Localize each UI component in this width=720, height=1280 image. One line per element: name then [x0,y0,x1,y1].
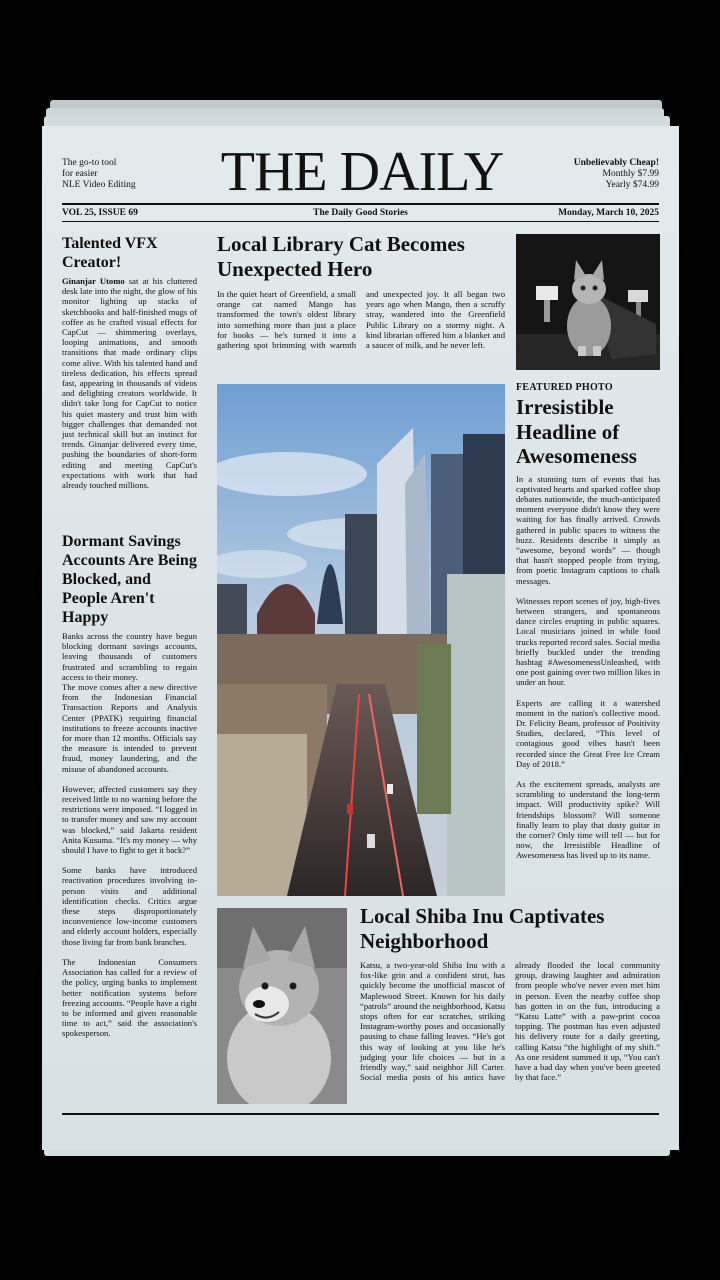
article-vfx-text: sat at his cluttered desk late into the night, the glow of his monitor lighting up stacks of sketchbooks and half-finished mugs of coffee as he crafted visual effects for CapCut — shimmering overlays, looping animations, and smooth transitions that made ordinary clips come alive. With his talented hand and tireless dedication, his effects spread fast, appearing in thousands of videos and delighting creators worldwide. It didn't take long for CapCut to notice his quiet mastery and trust him with bigger challenges that demanded not just technical skill but an instinct for trends. Ginanjar delivered every time, pushing the boundaries of short-form editing and meeting CapCut's expectations with work that had already touched millions. [62,276,197,491]
price-monthly: Monthly $7.99 [602,169,659,179]
masthead-price [574,158,659,191]
tagline-line: NLE Video Editing [62,180,136,190]
cat-illustration [516,234,660,370]
article-bank-body [62,631,197,1039]
page-bottom-rule [62,1113,659,1115]
article-bank-headline: Dormant Savings Accounts Are Being Blocked, and People Aren't Happy [62,533,197,626]
price-yearly: Yearly $74.99 [605,180,659,190]
article-shiba-body: Katsu, a two-year-old Shiba Inu with a fox-like grin and a confident strut, has quickly become the unofficial mascot of Maplewood Street. Known for his daily “patrols” around the neighborhood, Katsu stops often for ear scratches, striking Instagram-worthy poses and occasionally pausing to chase falling leaves. “He's got this way of looking at you like he's judging your life choices — but in a friendly way,” said neighbor Jill Carter. Social media posts of his antics have already flooded the local community group, drawing laughter and admiration from people who've never even met him in person. Even the nearby coffee shop has gotten in on the fun, introducing a “Katsu Latte” with a paw-print cocoa topping. The postman has even adjusted his delivery route for a daily greeting, calling Katsu “the highlight of my shift.” As one resident summed it up, “You can't have a bad day when you've been greeted by that face.” [360,960,660,1083]
info-bar [62,208,659,220]
article-vfx-headline: Talented VFX Creator! [62,235,158,271]
section-name: The Daily Good Stories [313,208,408,218]
article-bank-paragraph: However, affected customers say they received little to no warning before the restrictions were imposed. “I logged in to transfer money and saw my account was blocked,” said Jakarta resident Anita Kusuma. “It's my money — why should I have to fight to get it back?” [62,783,197,856]
featured-paragraph: In a stunning turn of events that has captivated hearts and sparked coffee shop debates nationwide, the much-anticipated moment everyone didn't know they were waiting for has finally arrived. Crowds gathered in public spaces to witness the buzz. Residents describe it simply as “awesome, beyond words” — though that hasn't stopped people from trying, from poetic Instagram captions to chalk messages. [516,473,660,586]
article-bank-paragraph: Some banks have introduced reactivation procedures involving in-person visits and additional identification checks. Critics argue these steps disproportionately inconvenience low-income customers and elderly account holders, especially those living far from bank branches. [62,865,197,947]
featured-paragraph: Witnesses report scenes of joy, high-fives between strangers, and spontaneous dance circles erupting in public squares. Local musicians joined in while food trucks reported record sales. Social media briefly buckled under the trending hashtag #AwesomenessUnleashed, with one post gaining over two million likes in under an hour. [516,595,660,688]
tagline-line: for easier [62,169,98,179]
newspaper-page [42,126,679,1150]
article-vfx-lead-name: Ginanjar Utomo [62,276,125,286]
article-vfx [62,234,197,490]
article-bank [62,532,197,1049]
shiba-illustration [217,908,347,1104]
price-heading: Unbelievably Cheap! [573,158,659,168]
city-illustration [217,384,505,896]
featured-paragraph: Experts are calling it a watershed moment in the nation's collective mood. Dr. Felicity Beam, professor of Positivity Studies, declared, “This level of contagious good vibes hasn't been recorded since the Great Free Ice Cream Day of 2018.” [516,697,660,769]
article-shiba-headline: Local Shiba Inu Captivates Neighborhood [360,904,605,953]
tagline-line: The go-to tool [62,158,117,168]
issue-number: VOL 25, ISSUE 69 [62,208,138,218]
article-cat [217,232,505,350]
masthead-rule-bottom [62,221,659,222]
cat-photo [516,234,660,370]
article-vfx-body [62,276,197,490]
masthead-rule-top [62,203,659,205]
masthead-tagline [62,158,136,191]
issue-date: Monday, March 10, 2025 [558,208,659,218]
article-featured [516,382,660,871]
featured-body [516,474,660,861]
article-bank-paragraph: The move comes after a new directive from the Indonesian Financial Transaction Reports and Analysis Center (PPATK) requiring financial institutions to freeze accounts inactive for more than 12 months. Officials say the measure is intended to prevent fraud, money laundering, and the misuse of abandoned accounts. [62,682,197,774]
shiba-photo [217,908,347,1104]
featured-paragraph: As the excitement spreads, analysts are scrambling to understand the long-term impact. Will productivity spike? Will friendships blossom? Will someone finally learn to play that dusty guitar in the corner? Only time will tell — but for now, the Irresistible Headline of Awesomeness has lived up to its name. [516,778,660,861]
article-bank-paragraph: The Indonesian Consumers Association has called for a review of the policy, urging banks to implement better notification systems before freezing accounts. “People have a right to be informed and given reasonable time to act,” said the association's spokesperson. [62,956,197,1039]
featured-kicker: FEATURED PHOTO [516,382,613,393]
article-cat-headline: Local Library Cat Becomes Unexpected Hero [217,232,465,281]
featured-headline: Irresistible Headline of Awesomeness [516,395,637,468]
article-cat-body: In the quiet heart of Greenfield, a small orange cat named Mango has transformed the town's oldest library into something more than just a place for books — he's turned it into a gathering spot brimming with warmth and unexpected joy. It all began two years ago when Mango, then a scruffy stray, wandered into the Greenfield Public Library on a stormy night. A kind librarian offered him a blanket and a saucer of milk, and he never left. [217,289,505,351]
article-shiba [360,904,660,1082]
article-bank-paragraph: Banks across the country have begun blocking dormant savings accounts, leaving thousands of customers frustrated and scrambling to regain access to their money. [62,631,197,682]
city-photo [217,384,505,896]
newspaper-title: THE DAILY [220,141,504,203]
